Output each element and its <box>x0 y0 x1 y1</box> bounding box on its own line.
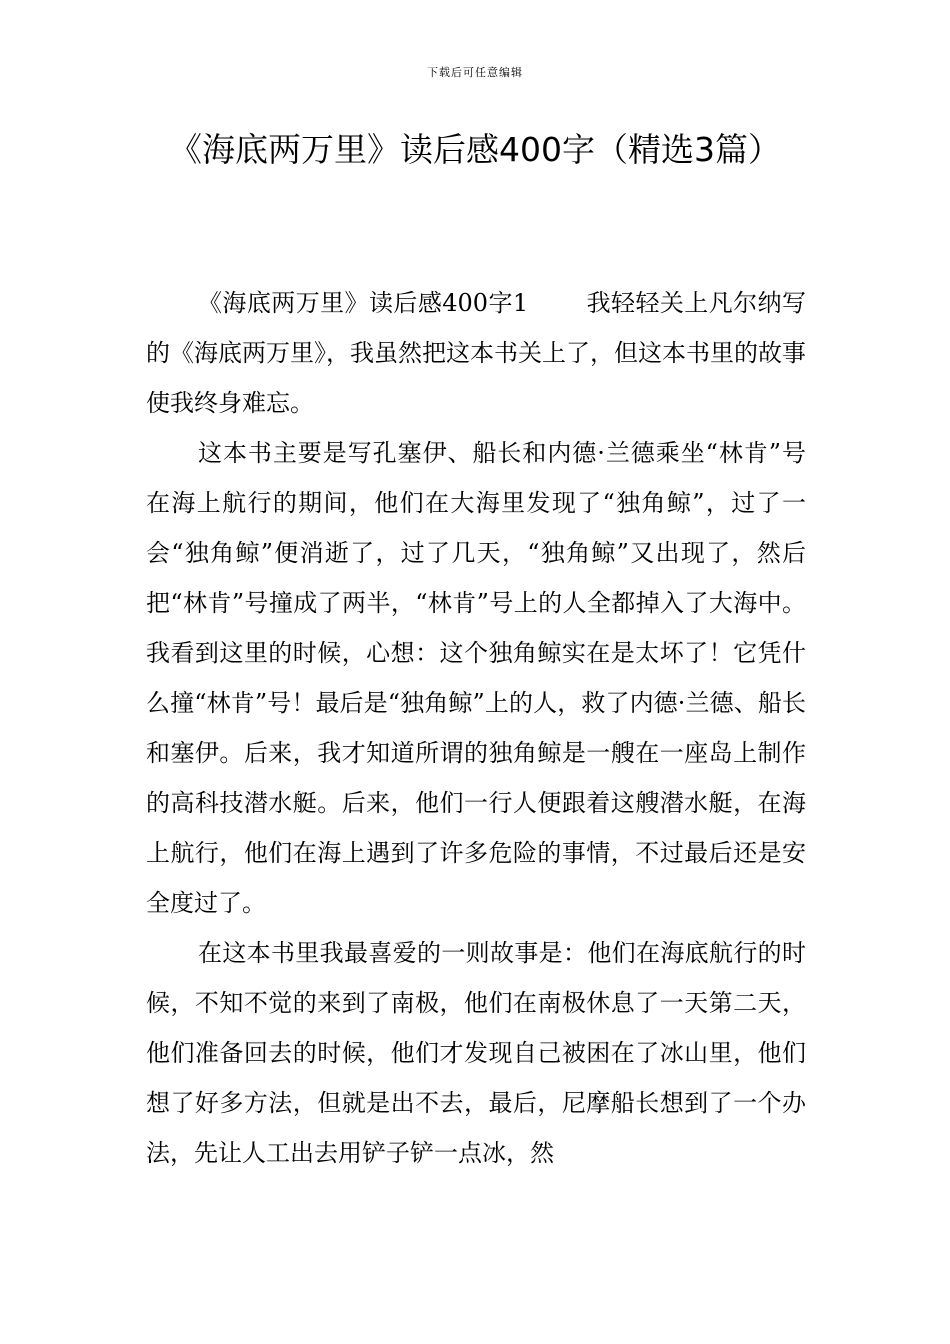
paragraph-2: 这本书主要是写孔塞伊、船长和内德·兰德乘坐“林肯”号在海上航行的期间，他们在大海里发现了“独角鲸”，过了一会“独角鲸”便消逝了，过了几天，“独角鲸”又出现了，然后把“林肯”号撞成了两半，“林肯”号上的人全都掉入了大海中。我看到这里的时候，心想：这个独角鲸实在是太坏了！它凭什么撞“林肯”号！最后是“独角鲸”上的人，救了内德·兰德、船长和塞伊。后来，我才知道所谓的独角鲸是一艘在一座岛上制作的高科技潜水艇。后来，他们一行人便跟着这艘潜水艇，在海上航行，他们在海上遇到了许多危险的事情，不过最后还是安全度过了。 <box>146 439 806 917</box>
article-subheading: 《海底两万里》读后感400字1 <box>198 289 529 317</box>
paragraph-1 <box>146 278 806 428</box>
document-title: 《海底两万里》读后感400字（精选3篇） <box>169 130 781 169</box>
header-note: 下载后可任意编辑 <box>427 66 523 79</box>
paragraph-3: 在这本书里我最喜爱的一则故事是：他们在海底航行的时候，不知不觉的来到了南极，他们在南极休息了一天第二天，他们准备回去的时候，他们才发现自己被困在了冰山里，他们想了好多方法，但就是出不去，最后，尼摩船长想到了一个办法，先让人工出去用铲子铲一点冰，然 <box>146 939 806 1167</box>
paragraph-1-text: 我轻轻关上凡尔纳写的《海底两万里》，我虽然把这本书关上了，但这本书里的故事使我终身难忘。 <box>146 289 807 417</box>
article-body <box>146 278 806 1178</box>
